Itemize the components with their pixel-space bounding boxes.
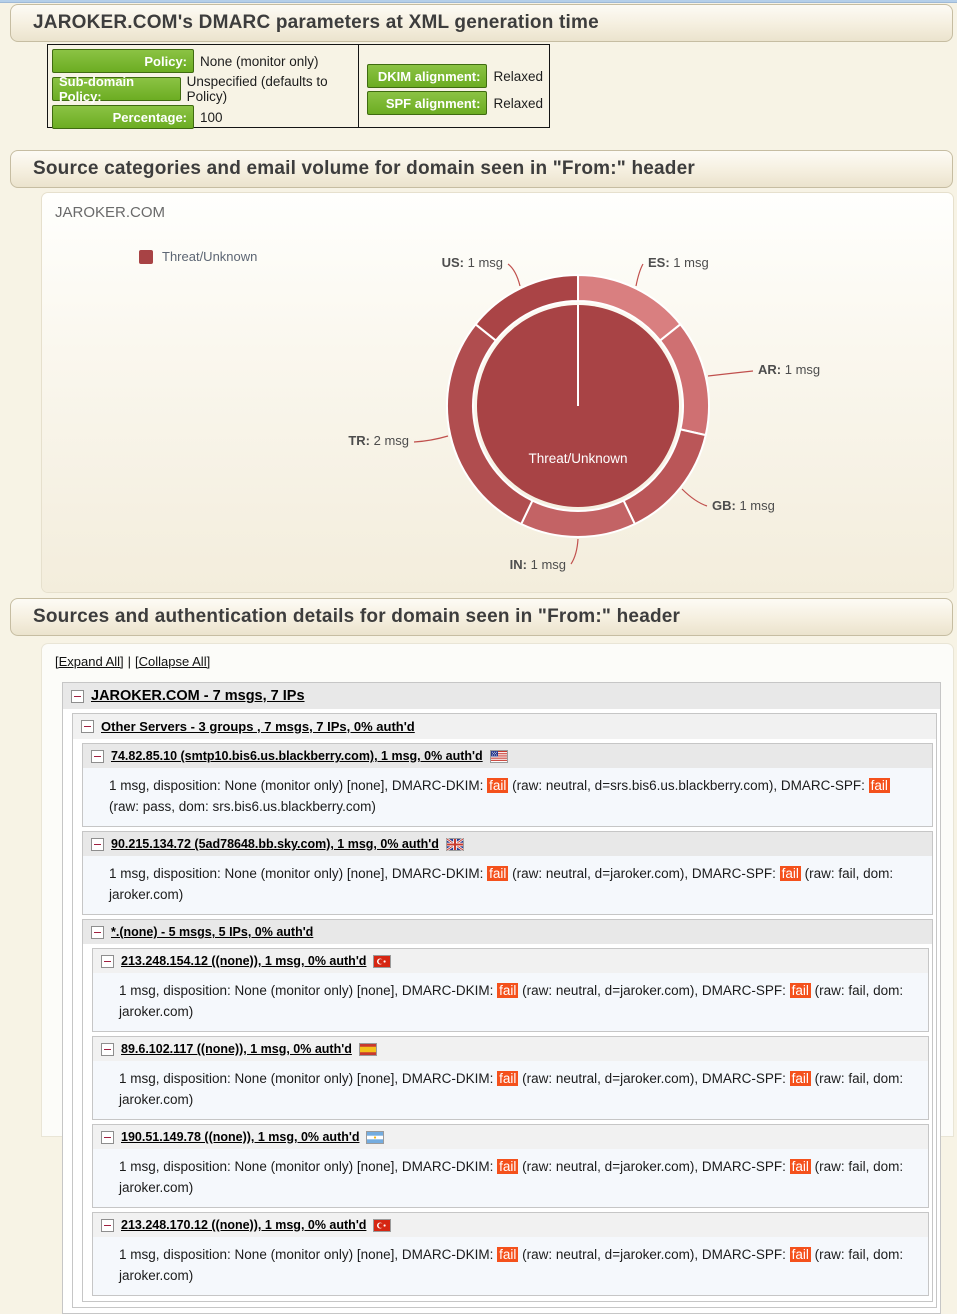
tree-controls: [42, 644, 953, 669]
auth-detail-row: 1 msg, disposition: None (monitor only) [none], DMARC-DKIM: fail (raw: neutral, d=jaroker.com), DMARC-SPF: fail (raw: fail, dom: jaroker.com): [93, 973, 928, 1031]
segment-label-ES: ES: 1 msg: [648, 255, 709, 270]
tree-node-header: [83, 832, 932, 856]
tree-node: [72, 713, 937, 1308]
country-flag-icon-es: [360, 1044, 376, 1055]
segment-label-TR: TR: 2 msg: [348, 433, 409, 448]
donut-center-label: Threat/Unknown: [528, 451, 628, 466]
tree-node-header: [93, 1037, 928, 1061]
leader-line-US: [508, 264, 520, 286]
sources-tree: [62, 682, 941, 1314]
dkim-result-badge: fail: [499, 1159, 517, 1174]
tree-node-children: [73, 743, 936, 1307]
spf-result-badge: fail: [791, 1159, 809, 1174]
section-header-sources-auth-details: [10, 598, 953, 636]
param-row: [52, 49, 352, 73]
dkim-result-badge: fail: [499, 1247, 517, 1262]
sources-tree-panel: [42, 644, 953, 1283]
collapse-all-link[interactable]: [Collapse All]: [135, 654, 211, 669]
spf-result-badge: fail: [791, 1247, 809, 1262]
top-strip: [0, 0, 957, 3]
country-flag-icon-ar: [367, 1132, 383, 1143]
tree-node-header: [83, 744, 932, 768]
spf-result-badge: fail: [791, 983, 809, 998]
section1-title: JAROKER.COM's DMARC parameters at XML generation time: [33, 12, 599, 33]
tree-node: [92, 948, 929, 1032]
params-column-left: [48, 45, 359, 127]
param-value: Relaxed: [493, 95, 543, 111]
param-label: Policy:: [52, 49, 194, 73]
dkim-result-badge: fail: [499, 983, 517, 998]
tree-node-link[interactable]: JAROKER.COM - 7 msgs, 7 IPs: [91, 688, 305, 704]
segment-label-IN: IN: 1 msg: [509, 557, 566, 572]
dkim-result-badge: fail: [499, 1071, 517, 1086]
leader-line-IN: [571, 539, 578, 564]
collapse-minus-icon[interactable]: [81, 720, 94, 733]
country-flag-icon-tr: [374, 956, 390, 967]
tree-node: [62, 682, 941, 1314]
param-value: Unspecified (defaults to Policy): [186, 74, 328, 104]
collapse-minus-icon[interactable]: [101, 1043, 114, 1056]
tree-node-link[interactable]: Other Servers - 3 groups , 7 msgs, 7 IPs, 0% auth'd: [101, 719, 415, 734]
chart-title: JAROKER.COM: [55, 204, 166, 221]
param-row: [52, 105, 352, 129]
param-row: [367, 64, 543, 88]
country-flag-icon-gb: [447, 839, 463, 850]
donut-chart: [42, 193, 953, 597]
tree-node-header: [83, 920, 932, 944]
tree-node-link[interactable]: 213.248.154.12 ((none)), 1 msg, 0% auth'd: [121, 954, 367, 968]
tree-node: [82, 743, 933, 827]
tree-node: [92, 1124, 929, 1208]
tree-node: [82, 831, 933, 915]
dkim-result-badge: fail: [489, 866, 507, 881]
param-label: DKIM alignment:: [367, 64, 487, 88]
links-separator: |: [127, 654, 132, 669]
leader-line-ES: [636, 264, 643, 286]
tree-node-children: [63, 713, 940, 1313]
collapse-minus-icon[interactable]: [71, 690, 84, 703]
tree-node-link[interactable]: 89.6.102.117 ((none)), 1 msg, 0% auth'd: [121, 1042, 352, 1056]
leader-line-GB: [682, 489, 707, 506]
spf-result-badge: fail: [791, 1071, 809, 1086]
collapse-minus-icon[interactable]: [91, 750, 104, 763]
params-column-right: [359, 45, 549, 127]
tree-node-children: [83, 948, 932, 1301]
country-flag-icon-tr: [374, 1220, 390, 1231]
dkim-result-badge: fail: [489, 778, 507, 793]
tree-node-header: [93, 1213, 928, 1237]
segment-label-GB: GB: 1 msg: [712, 498, 775, 513]
collapse-minus-icon[interactable]: [91, 838, 104, 851]
param-value: None (monitor only): [200, 53, 319, 69]
section-header-source-categories: [10, 150, 953, 188]
tree-node-header: [93, 1125, 928, 1149]
param-row: [367, 91, 543, 115]
tree-node-link[interactable]: 213.248.170.12 ((none)), 1 msg, 0% auth'd: [121, 1218, 367, 1232]
dmarc-params-table: [47, 44, 550, 128]
tree-node: [92, 1212, 929, 1296]
spf-result-badge: fail: [781, 866, 799, 881]
country-flag-icon-us: [491, 751, 507, 762]
tree-node-header: [73, 714, 936, 739]
leader-line-TR: [414, 436, 448, 442]
leader-line-AR: [708, 371, 753, 376]
param-label: Sub-domain Policy:: [52, 77, 181, 101]
param-label: Percentage:: [52, 105, 194, 129]
param-row: [52, 74, 352, 104]
tree-node-link[interactable]: 90.215.134.72 (5ad78648.bb.sky.com), 1 msg, 0% auth'd: [111, 837, 439, 851]
legend-label: Threat/Unknown: [162, 249, 258, 264]
tree-node-link[interactable]: *.(none) - 5 msgs, 5 IPs, 0% auth'd: [111, 925, 314, 939]
collapse-minus-icon[interactable]: [101, 1219, 114, 1232]
auth-detail-row: 1 msg, disposition: None (monitor only) [none], DMARC-DKIM: fail (raw: neutral, d=jaroker.com), DMARC-SPF: fail (raw: fail, dom: jaroker.com): [83, 856, 932, 914]
chart-panel: [42, 193, 953, 592]
auth-detail-row: 1 msg, disposition: None (monitor only) [none], DMARC-DKIM: fail (raw: neutral, d=jaroker.com), DMARC-SPF: fail (raw: fail, dom: jaroker.com): [93, 1061, 928, 1119]
collapse-minus-icon[interactable]: [101, 1131, 114, 1144]
tree-node-header: [63, 683, 940, 709]
param-value: 100: [200, 109, 223, 125]
collapse-minus-icon[interactable]: [91, 926, 104, 939]
auth-detail-row: 1 msg, disposition: None (monitor only) [none], DMARC-DKIM: fail (raw: neutral, d=srs.bis6.us.blackberry.com), DMARC-SPF: fail (raw: pass, dom: srs.bis6.us.blackberry.com): [83, 768, 932, 826]
section2-title: Source categories and email volume for domain seen in "From:" header: [33, 158, 695, 179]
expand-all-link[interactable]: [Expand All]: [55, 654, 124, 669]
tree-node: [82, 919, 933, 1302]
section-header-dmarc-parameters: [10, 4, 953, 42]
param-label: SPF alignment:: [367, 91, 487, 115]
auth-detail-row: 1 msg, disposition: None (monitor only) [none], DMARC-DKIM: fail (raw: neutral, d=jaroker.com), DMARC-SPF: fail (raw: fail, dom: jaroker.com): [93, 1237, 928, 1295]
param-value: Relaxed: [493, 68, 543, 84]
tree-node: [92, 1036, 929, 1120]
auth-detail-row: 1 msg, disposition: None (monitor only) [none], DMARC-DKIM: fail (raw: neutral, d=jaroker.com), DMARC-SPF: fail (raw: fail, dom: jaroker.com): [93, 1149, 928, 1207]
segment-label-AR: AR: 1 msg: [758, 362, 821, 377]
spf-result-badge: fail: [870, 778, 888, 793]
tree-node-link[interactable]: 74.82.85.10 (smtp10.bis6.us.blackberry.com), 1 msg, 0% auth'd: [111, 749, 483, 763]
segment-label-US: US: 1 msg: [441, 255, 503, 270]
section3-title: Sources and authentication details for domain seen in "From:" header: [33, 606, 681, 627]
tree-node-header: [93, 949, 928, 973]
tree-node-link[interactable]: 190.51.149.78 ((none)), 1 msg, 0% auth'd: [121, 1130, 360, 1144]
collapse-minus-icon[interactable]: [101, 955, 114, 968]
